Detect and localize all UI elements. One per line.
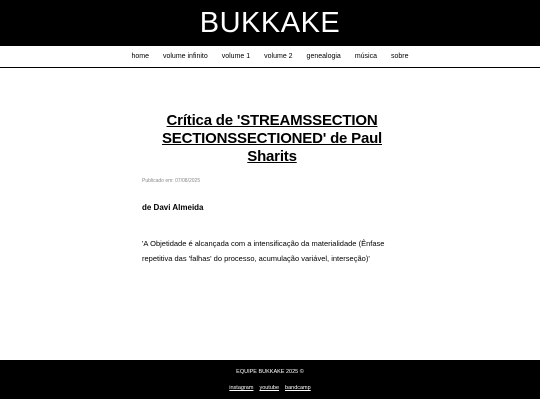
nav-musica[interactable]: música [354, 53, 377, 60]
nav-volume-1[interactable]: volume 1 [221, 53, 251, 60]
nav-genealogia[interactable]: genealogia [306, 53, 341, 60]
footer-links [0, 385, 540, 391]
nav-volume-infinito[interactable]: volume infinito [162, 53, 208, 60]
article-author: de Davi Almeida [142, 203, 204, 212]
nav-home[interactable]: home [131, 53, 149, 60]
footer-link-youtube[interactable]: youtube [259, 385, 280, 391]
site-footer [0, 360, 540, 399]
article [142, 112, 402, 274]
nav-volume-2[interactable]: volume 2 [264, 53, 293, 60]
main-nav [0, 46, 540, 68]
site-title[interactable]: BUKKAKE [199, 6, 341, 39]
article-quote: 'A Objetidade é alcançada com a intensificação da materialidade (Ênfase repetitiva das 'falhas' do processo, acumulação variável, interseção)' [142, 239, 385, 263]
article-title: Crítica de 'STREAMSSECTION SECTIONSSECTIONED' de Paul Sharits [161, 112, 383, 165]
nav-sobre[interactable]: sobre [391, 53, 409, 60]
publish-date: Publicado em: 07/08/2025 [142, 178, 201, 184]
site-header [0, 0, 540, 46]
footer-credit: EQUIPE BUKKAKE 2025 © [236, 369, 304, 375]
footer-link-instagram[interactable]: instagram [229, 385, 254, 391]
footer-link-bandcamp[interactable]: bandcamp [285, 385, 311, 391]
